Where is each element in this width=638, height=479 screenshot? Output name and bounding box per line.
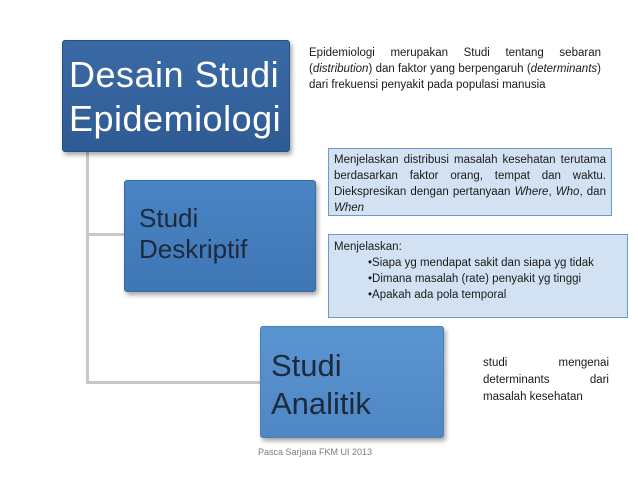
box-analitik-title: [271, 347, 371, 423]
box-studi-analitik: [260, 326, 444, 438]
descriptive-word-who: Who: [555, 186, 580, 198]
descriptive-sep2: ,: [579, 186, 583, 198]
descriptive-word-when: When: [334, 202, 365, 214]
box-deskriptif-title: [139, 203, 247, 265]
footer-text: Pasca Sarjana FKM UI 2013: [258, 447, 373, 457]
connector-to-deskriptif: [86, 233, 124, 236]
analytic-note-item: •Siapa yg mendapat sakit dan siapa yg tidak: [368, 257, 594, 269]
box-deskriptif-line2: Deskriptif: [139, 234, 248, 264]
definition-term-determinants: determinants: [530, 63, 598, 75]
descriptive-note-text: Menjelaskan distribusi masalah kesehatan terutama berdasarkan faktor orang, tempat dan waktu. Diekspresikan dengan pertanyaan: [334, 154, 606, 198]
box-analitik-line1: Studi: [271, 348, 342, 383]
determinants-row1: [483, 355, 609, 372]
analytic-note: [328, 234, 628, 318]
analytic-note-heading: Menjelaskan:: [334, 241, 402, 253]
connector-vertical: [86, 152, 89, 384]
box-studi-deskriptif: [124, 180, 316, 292]
box-analitik-line2: Analitik: [271, 386, 371, 421]
determinants-word: mengenai: [558, 357, 609, 369]
descriptive-sep1: ,: [548, 186, 552, 198]
descriptive-note: [328, 148, 612, 216]
descriptive-conj: dan: [586, 186, 606, 198]
definition-term-distribution: distribution: [312, 63, 369, 75]
determinants-word: determinants: [483, 374, 550, 386]
determinants-row2: [483, 372, 609, 389]
box-deskriptif-line1: Studi: [139, 203, 199, 233]
definition-text: [309, 45, 601, 93]
determinants-row3: masalah kesehatan: [483, 391, 583, 403]
connector-to-analitik: [86, 381, 260, 384]
box-main-title: [69, 53, 281, 141]
box-main-line2: Epidemiologi: [69, 98, 282, 139]
definition-part2: ) dan faktor yang berpengaruh (: [368, 63, 531, 75]
determinants-word: dari: [589, 374, 609, 386]
descriptive-word-where: Where: [514, 186, 549, 198]
analytic-note-item: •Apakah ada pola temporal: [368, 289, 507, 301]
analytic-note-item: •Dimana masalah (rate) penyakit yg tinggi: [368, 273, 582, 285]
definition-part1: Epidemiologi merupakan Studi tentang sebaran (: [309, 47, 601, 75]
box-desain-studi-epidemiologi: [62, 40, 290, 152]
definition-part3: ) dari frekuensi penyakit pada populasi manusia: [309, 63, 601, 91]
box-main-line1: Desain Studi: [69, 54, 280, 95]
determinants-word: studi: [483, 357, 508, 369]
determinants-note: [483, 355, 609, 406]
